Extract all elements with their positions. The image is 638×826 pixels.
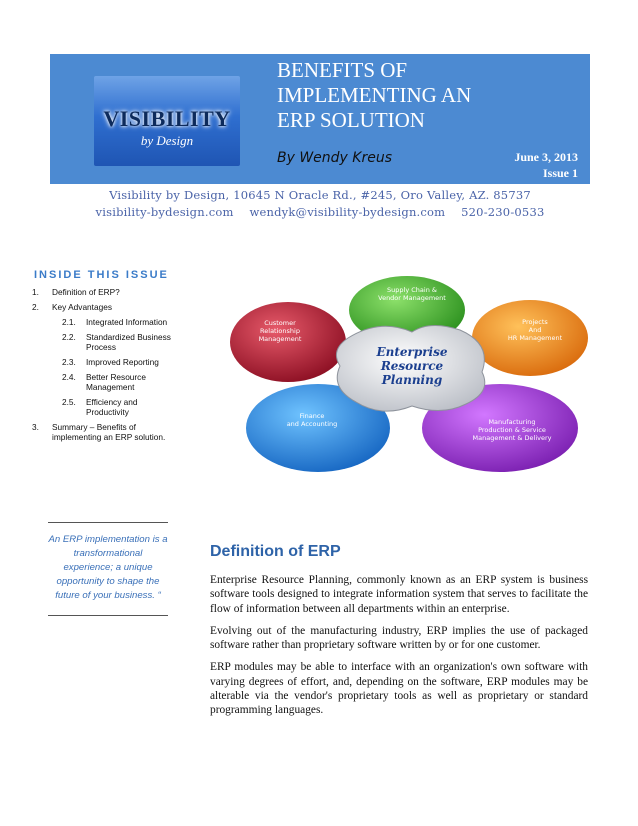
issue-date-block [514, 149, 578, 181]
piece-label-line: Customer [264, 319, 296, 327]
toc-number: 2.2. [62, 332, 76, 342]
toc-item [32, 287, 182, 297]
header-banner [50, 54, 590, 184]
toc-label: Better Resource Management [86, 372, 146, 392]
toc-number: 2. [32, 302, 39, 312]
toc-label: Key Advantages [52, 302, 112, 312]
piece-label-line: Production & Service [478, 426, 546, 434]
toc-item [32, 357, 182, 367]
table-of-contents [32, 287, 182, 447]
issue-date: June 3, 2013 [514, 150, 578, 164]
piece-label-line: Management & Delivery [472, 434, 552, 442]
toc-item [32, 372, 182, 392]
newsletter-title [277, 58, 577, 133]
title-line: BENEFITS OF [277, 58, 408, 82]
body-paragraph: ERP modules may be able to interface with an organization's own software with varying degrees of effort, and, depending on the software, ERP modules may be alterable via the vendor's proprietary tools as well as proprietary or standard programming languages. [210, 661, 588, 717]
piece-label-line: Finance [299, 412, 325, 420]
toc-label: Standardized Business Process [86, 332, 171, 352]
author-byline: By Wendy Kreus [277, 150, 393, 166]
visibility-logo [94, 76, 240, 166]
toc-item [32, 332, 182, 352]
toc-item [32, 302, 182, 312]
piece-label-line: Relationship [260, 327, 300, 335]
logo-wordmark: VISIBILITY [103, 106, 231, 131]
toc-label: Efficiency and Productivity [86, 397, 138, 417]
contact-line [50, 205, 590, 219]
piece-label-line: Projects [522, 318, 548, 326]
section-heading: Definition of ERP [210, 543, 341, 560]
piece-label-line: Manufacturing [488, 418, 536, 426]
toc-number: 2.3. [62, 357, 76, 367]
toc-item [32, 317, 182, 327]
center-label-line: Planning [381, 373, 443, 387]
piece-label-line: HR Management [507, 334, 563, 342]
logo-tagline: by Design [140, 133, 194, 148]
piece-label-line: And [528, 326, 542, 334]
toc-number: 3. [32, 422, 39, 432]
pull-quote: An ERP implementation is a transformational experience; a unique opportunity to shape the future of your business. “ [48, 522, 168, 616]
toc-label: Integrated Information [86, 317, 168, 327]
piece-label-line: Vendor Management [378, 294, 446, 302]
title-line: IMPLEMENTING AN [277, 83, 472, 107]
toc-label: Summary – Benefits of implementing an ERP solution. [52, 422, 166, 442]
piece-label-line: and Accounting [286, 420, 338, 428]
title-line: ERP SOLUTION [277, 108, 425, 132]
toc-number: 2.4. [62, 372, 76, 382]
body-paragraph: Enterprise Resource Planning, commonly known as an ERP system is business software tools designed to integrate information system that serves to facilitate the flow of information between all departments within an enterprise. [210, 574, 588, 615]
erp-puzzle-diagram [230, 268, 594, 484]
piece-label-line: Supply Chain & [387, 286, 437, 294]
toc-item [32, 397, 182, 417]
phone-number: 520-230-0533 [461, 205, 545, 219]
website-link[interactable]: visibility-bydesign.com [95, 205, 234, 219]
toc-number: 2.5. [62, 397, 76, 407]
piece-label-line: Management [258, 335, 302, 343]
section-body [210, 573, 588, 726]
issue-number: Issue 1 [542, 166, 578, 180]
email-link[interactable]: wendyk@visibility-bydesign.com [249, 205, 446, 219]
toc-item [32, 422, 182, 442]
toc-label: Definition of ERP? [52, 287, 120, 297]
toc-number: 1. [32, 287, 39, 297]
toc-number: 2.1. [62, 317, 76, 327]
body-paragraph: Evolving out of the manufacturing industry, ERP implies the use of packaged software rather than proprietary software written by or for one customer. [210, 624, 588, 652]
center-label-line: Enterprise [376, 345, 448, 359]
toc-label: Improved Reporting [86, 357, 159, 367]
contact-address: Visibility by Design, 10645 N Oracle Rd., #245, Oro Valley, AZ. 85737 [109, 188, 531, 202]
inside-issue-heading: INSIDE THIS ISSUE [34, 269, 169, 281]
center-label-line: Resource [380, 359, 444, 373]
